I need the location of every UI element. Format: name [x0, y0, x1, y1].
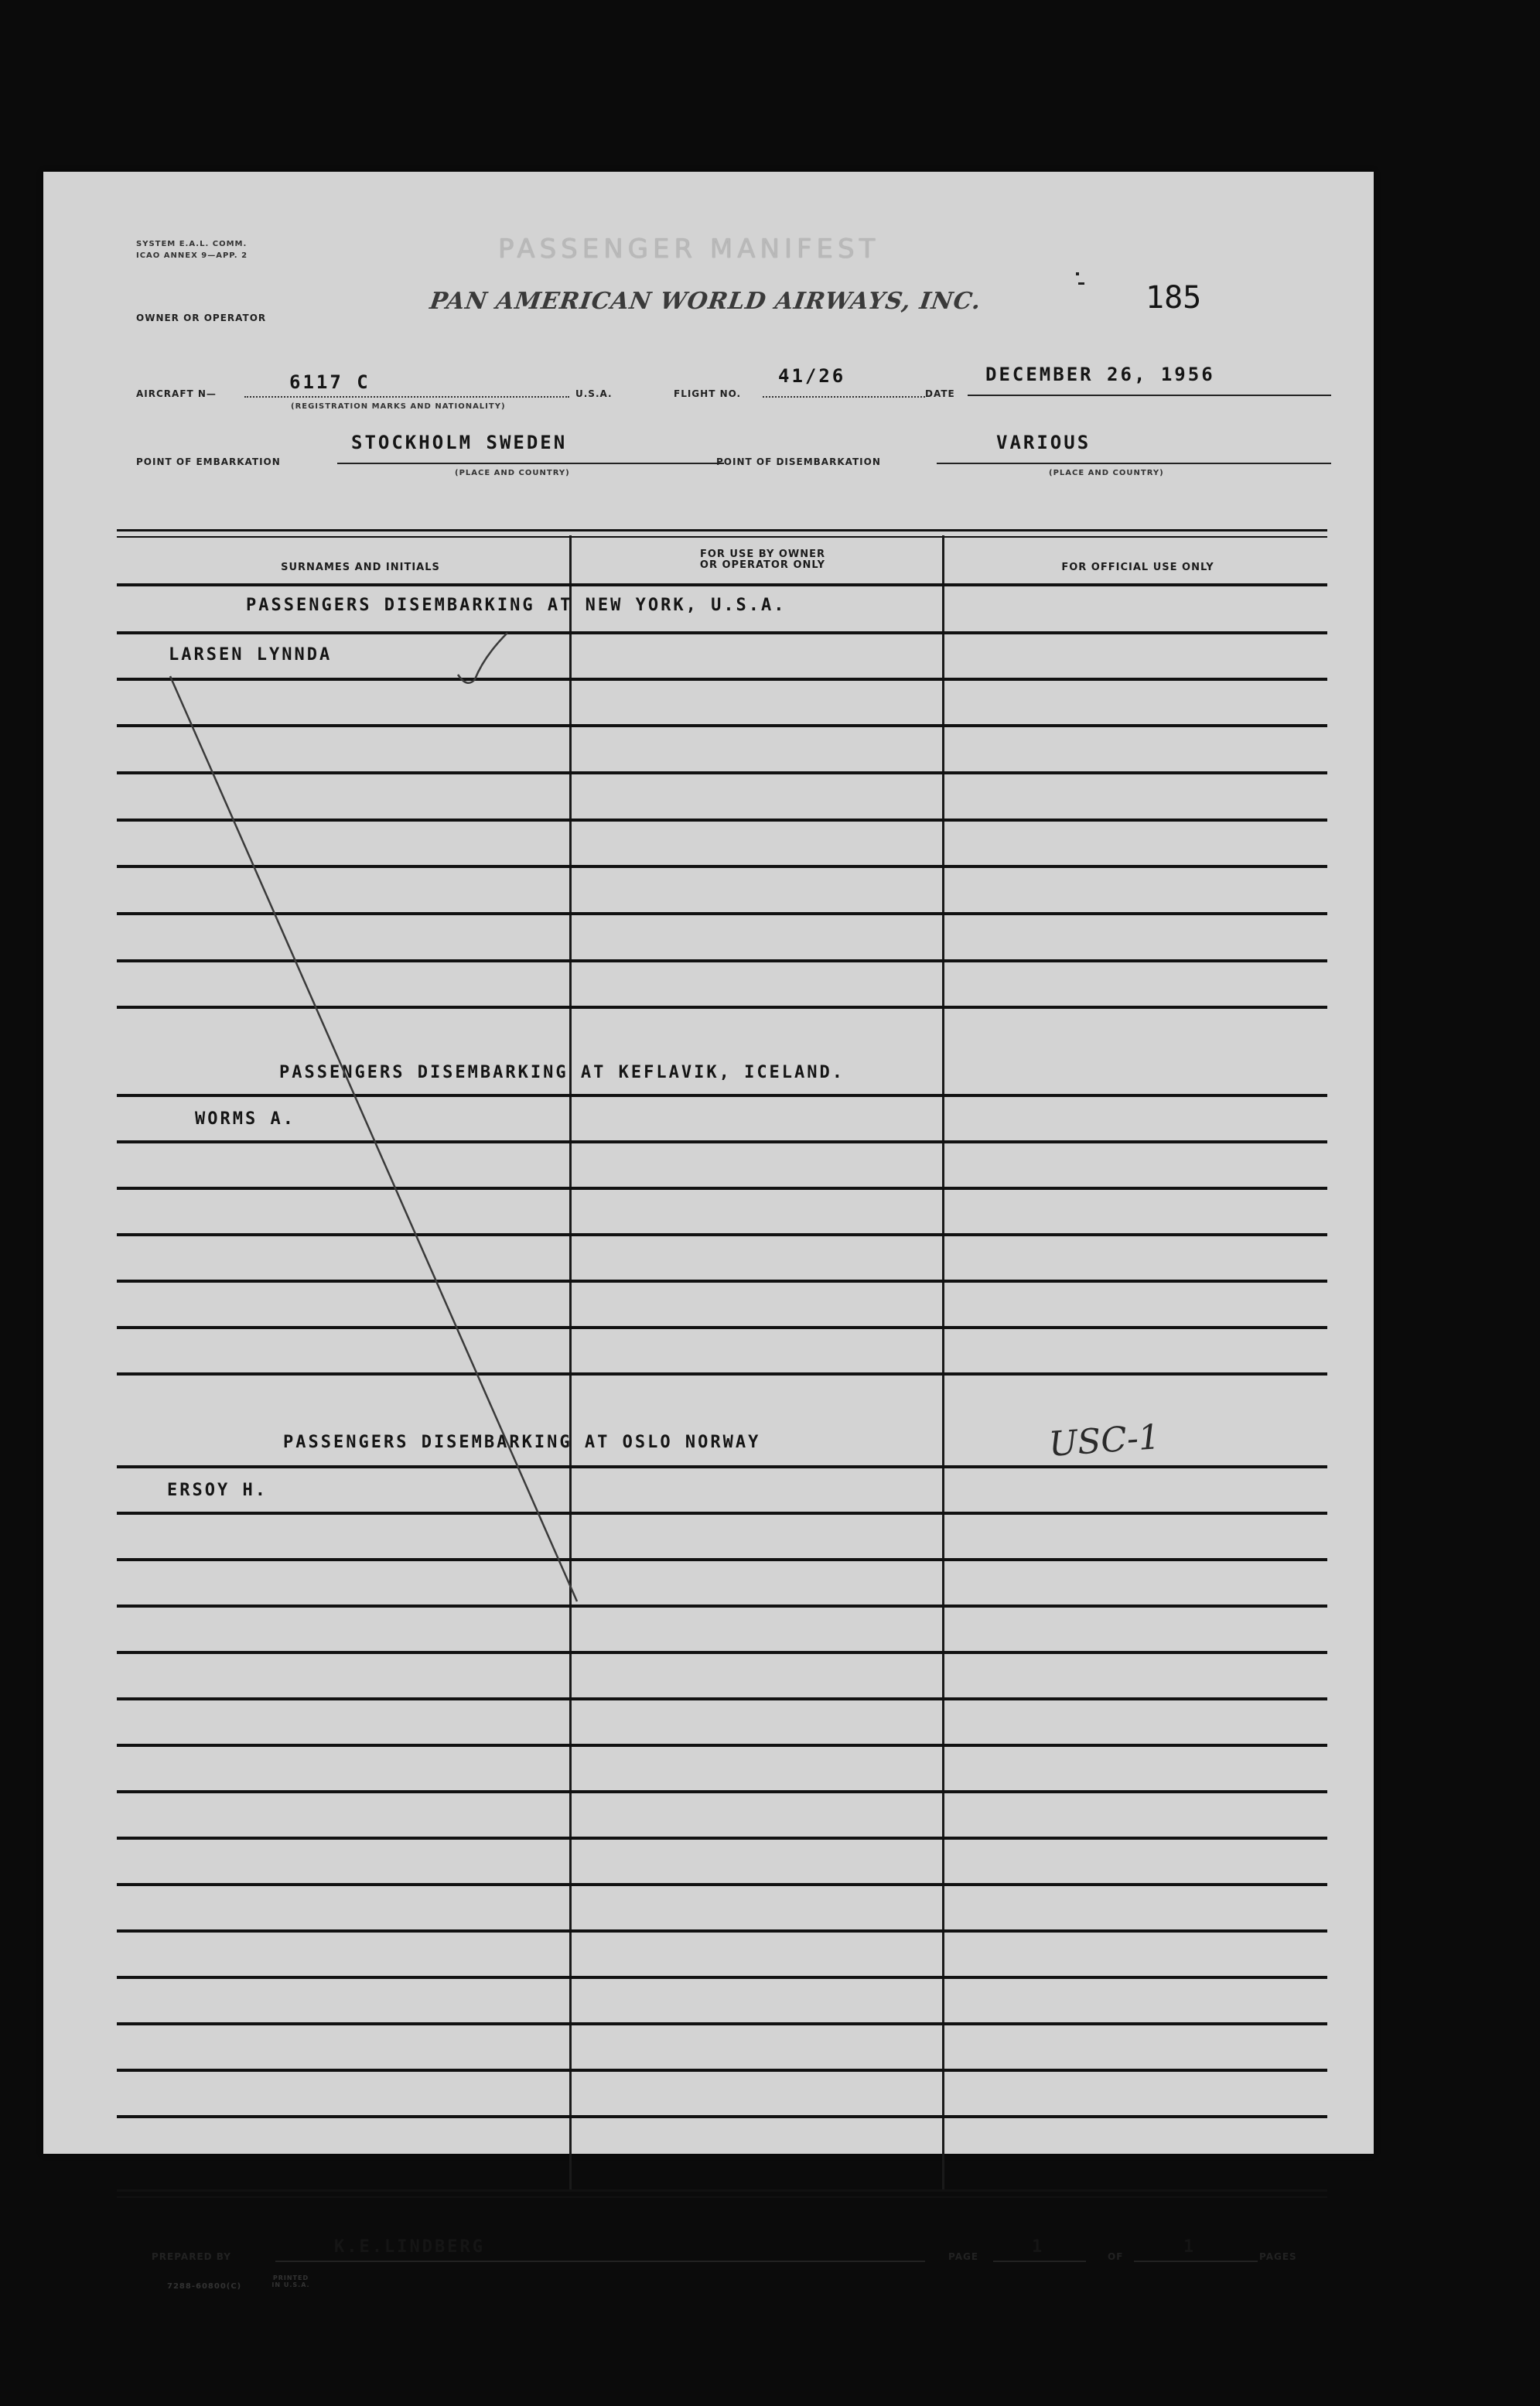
section-heading-oslo: PASSENGERS DISEMBARKING AT OSLO NORWAY [283, 1433, 761, 1452]
company-name: PAN AMERICAN WORLD AIRWAYS, INC. [428, 288, 983, 315]
col-header-surnames: SURNAMES AND INITIALS [281, 562, 440, 573]
passenger-worms: WORMS A. [195, 1109, 295, 1129]
col-header-owner-line2: OR OPERATOR ONLY [699, 559, 826, 571]
form-code: 7288-60800(C) [167, 2282, 242, 2291]
col-header-official: FOR OFFICIAL USE ONLY [1061, 562, 1214, 573]
disembarkation-value: VARIOUS [996, 432, 1091, 453]
usa-label: U.S.A. [575, 388, 613, 399]
registration-label: (REGISTRATION MARKS AND NATIONALITY) [291, 402, 506, 411]
col-header-owner-line1: FOR USE BY OWNER [699, 549, 826, 560]
section-heading-keflavik: PASSENGERS DISEMBARKING AT KEFLAVIK, ICELAND. [279, 1063, 845, 1082]
passenger-ersoy: ERSOY H. [167, 1481, 268, 1500]
printed-mark: PRINTED IN U.S.A. [271, 2274, 310, 2288]
embarkation-label: POINT OF EMBARKATION [136, 456, 281, 467]
manifest-paper [43, 172, 1374, 2291]
disembarkation-label: POINT OF DISEMBARKATION [716, 456, 881, 467]
date-value: DECEMBER 26, 1956 [985, 364, 1215, 385]
prepared-by-label: PREPARED BY [152, 2251, 231, 2262]
handwritten-marks [43, 172, 1374, 2154]
date-label: DATE [925, 388, 955, 399]
page-underline [993, 2261, 1086, 2262]
prepared-underline [275, 2261, 925, 2262]
of-value: 1 [1183, 2237, 1197, 2257]
table-bottom-rule [117, 2189, 1327, 2198]
embarkation-value: STOCKHOLM SWEDEN [351, 432, 568, 453]
aircraft-number: 6117 C [289, 371, 370, 393]
form-code-line1: SYSTEM E.A.L. COMM. [136, 240, 248, 248]
flight-label: FLIGHT NO. [674, 388, 742, 399]
prepared-by-value: K.E.LINDBERG [334, 2237, 485, 2257]
page-value: 1 [1032, 2237, 1045, 2257]
form-code-line2: ICAO ANNEX 9—APP. 2 [136, 251, 248, 260]
embark-place-label: (PLACE AND COUNTRY) [455, 469, 570, 477]
pages-label: PAGES [1259, 2251, 1297, 2262]
owner-label: OWNER OR OPERATOR [136, 313, 267, 323]
aircraft-label: AIRCRAFT N— [136, 388, 217, 399]
form-title: PASSENGER MANIFEST [498, 234, 880, 265]
of-label: OF [1108, 2251, 1124, 2262]
flight-number: 41/26 [778, 365, 846, 387]
page-label: PAGE [948, 2251, 979, 2262]
page-number: 185 [1146, 280, 1202, 316]
handwritten-note: USC-1 [1047, 1417, 1162, 1464]
of-underline [1134, 2261, 1258, 2262]
passenger-larsen: LARSEN LYNNDA [169, 645, 333, 665]
check-mark-icon [458, 633, 507, 683]
disembark-place-label: (PLACE AND COUNTRY) [1049, 469, 1164, 477]
section-heading-new-york: PASSENGERS DISEMBARKING AT NEW YORK, U.S.A. [246, 596, 787, 615]
diagonal-strike-line [170, 676, 577, 1601]
